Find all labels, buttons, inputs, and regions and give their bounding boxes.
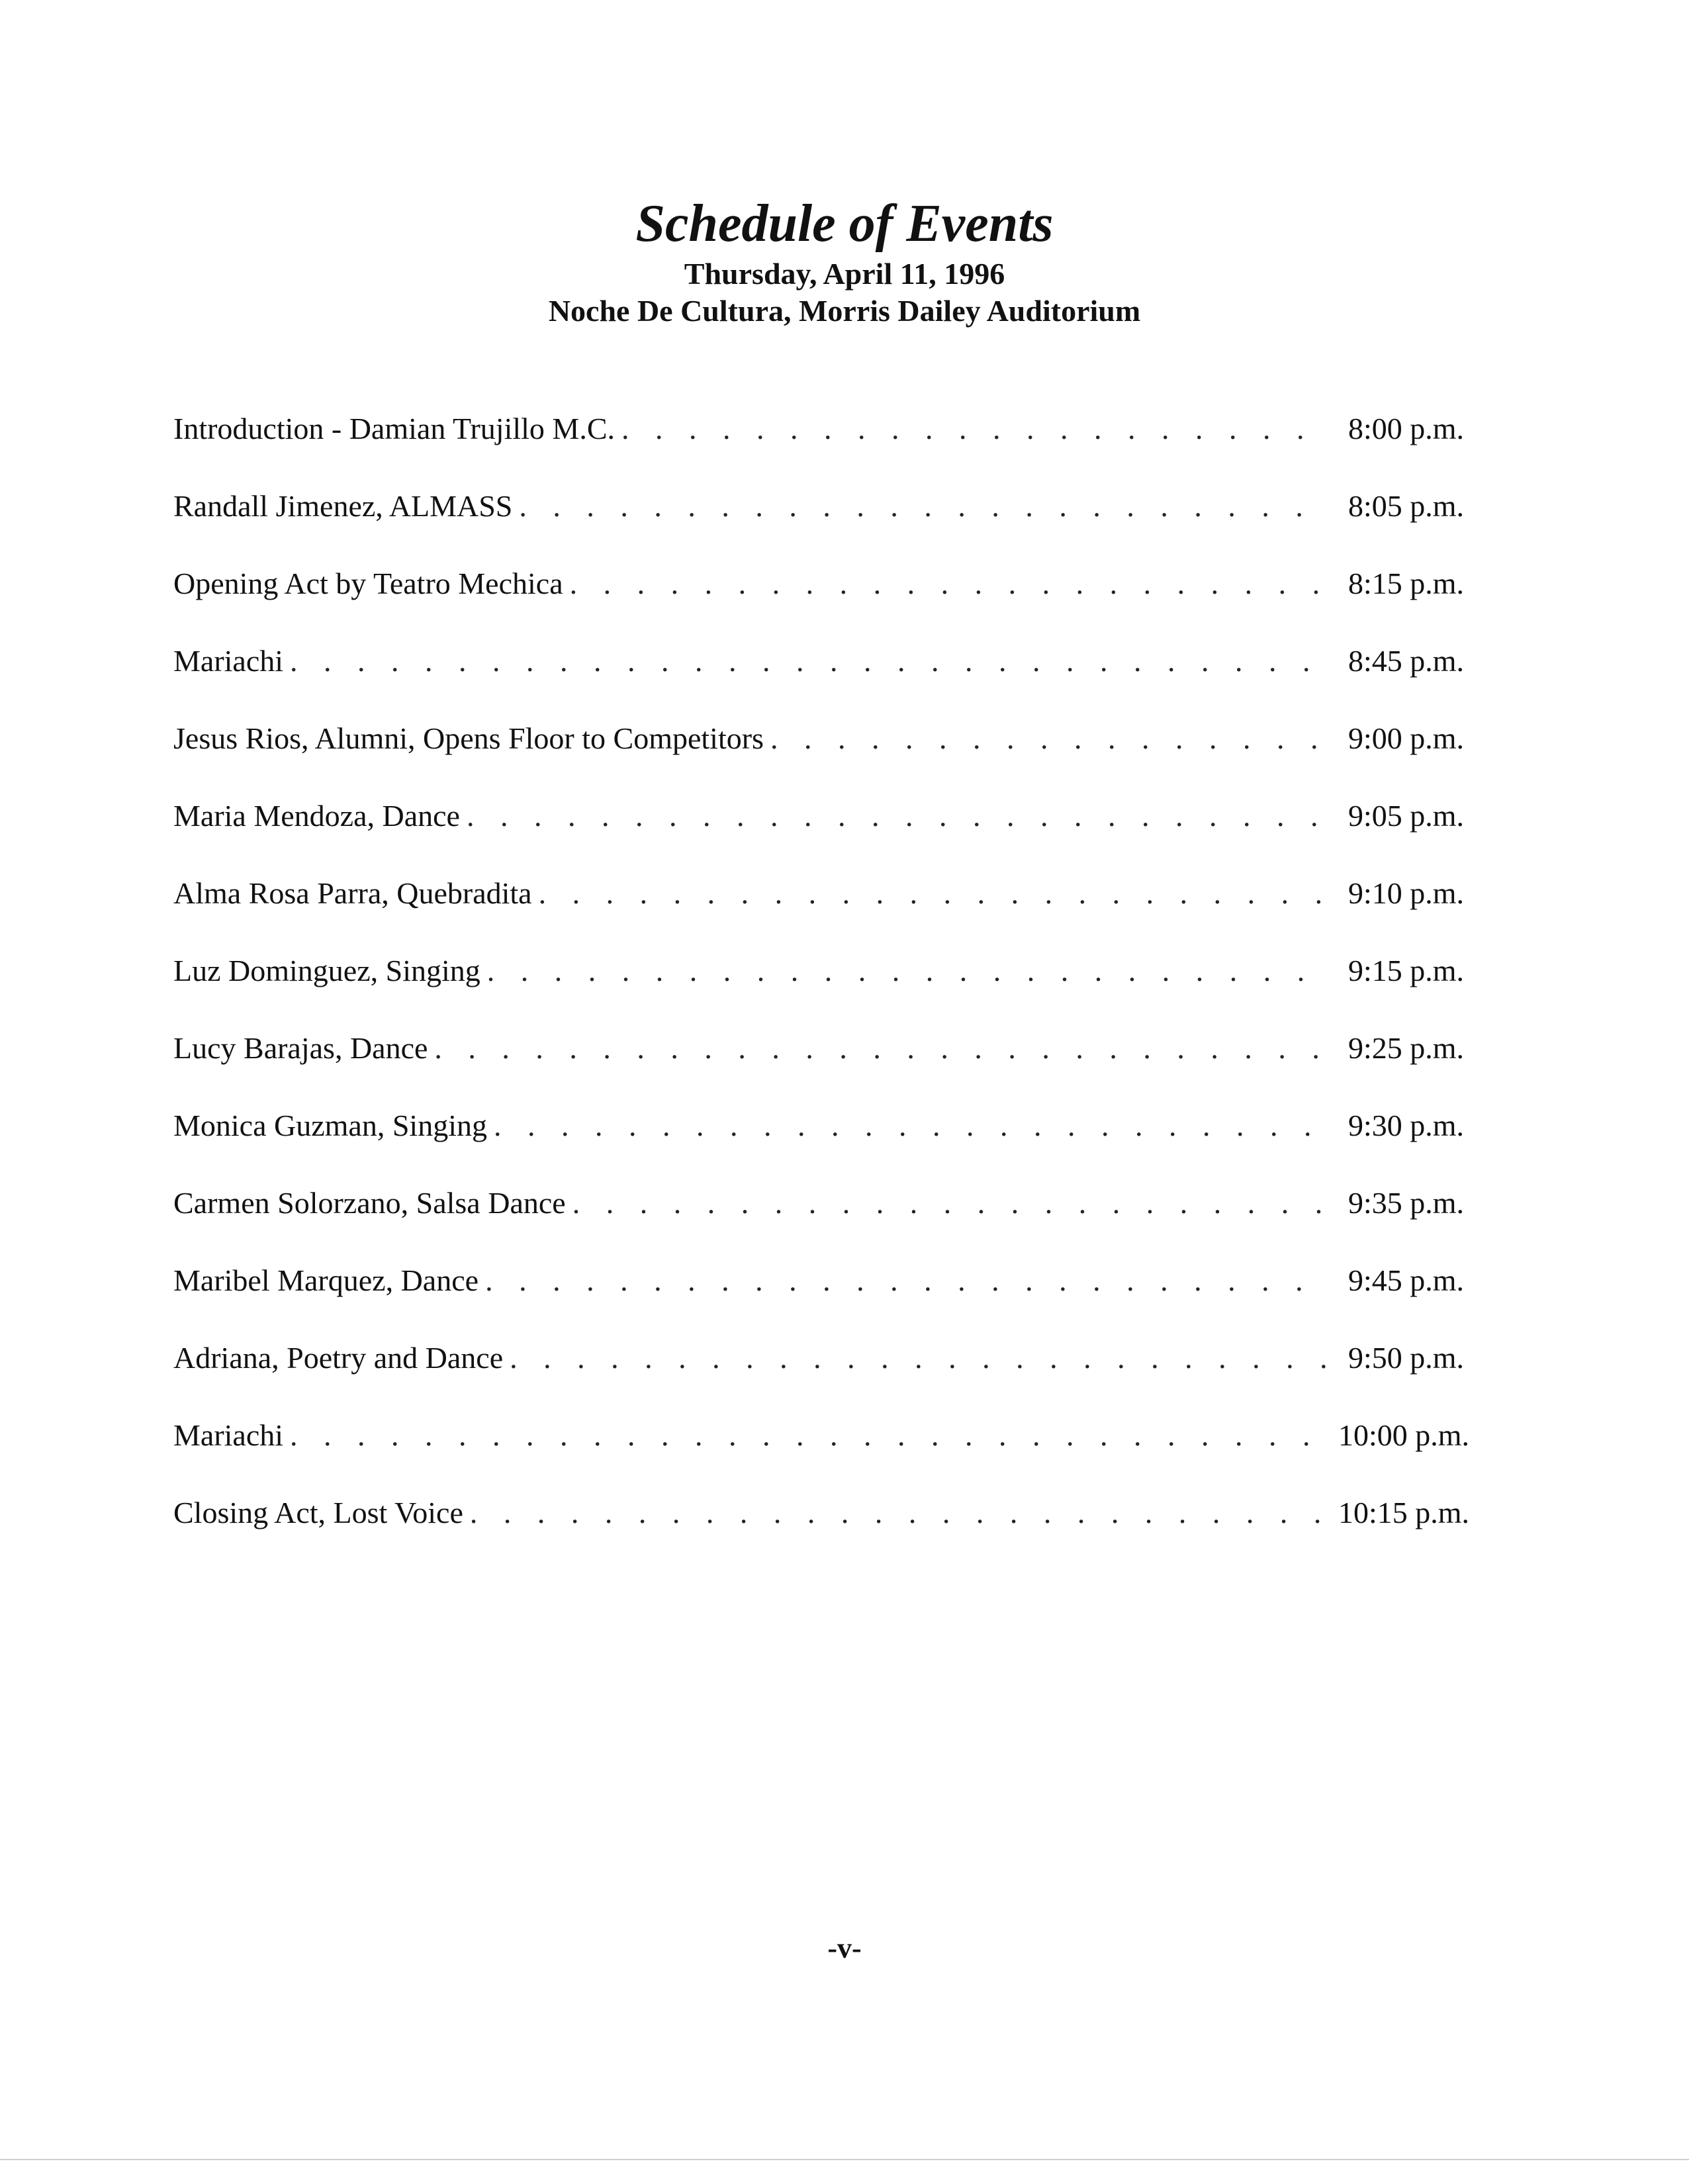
schedule-list (173, 410, 1470, 1572)
event-time: 10:00 p.m. (1338, 1418, 1470, 1452)
schedule-row (173, 643, 1464, 720)
event-venue: Noche De Cultura, Morris Dailey Auditorium (548, 294, 1141, 328)
page-header (0, 192, 1689, 330)
schedule-row (173, 875, 1464, 952)
event-name: Alma Rosa Parra, Quebradita (173, 876, 532, 910)
event-time: 8:05 p.m. (1347, 489, 1464, 523)
event-name: Introduction - Damian Trujillo M.C. (173, 412, 615, 445)
event-name: Maria Mendoza, Dance (173, 799, 460, 833)
event-time: 9:00 p.m. (1347, 721, 1464, 755)
schedule-row (173, 797, 1464, 875)
schedule-row (173, 720, 1464, 797)
dot-leader (290, 1417, 1329, 1454)
schedule-row (173, 1494, 1470, 1572)
schedule-row (173, 410, 1464, 488)
event-time: 9:50 p.m. (1347, 1341, 1464, 1375)
event-time: 9:30 p.m. (1347, 1109, 1464, 1142)
event-name: Carmen Solorzano, Salsa Dance (173, 1186, 566, 1220)
dot-leader (519, 488, 1329, 525)
event-time: 9:15 p.m. (1347, 954, 1464, 987)
schedule-row (173, 1340, 1464, 1417)
page-number: -v- (827, 1932, 862, 1964)
event-name: Maribel Marquez, Dance (173, 1263, 479, 1297)
schedule-row (173, 1262, 1464, 1340)
schedule-row (173, 1417, 1470, 1494)
event-time: 9:10 p.m. (1347, 876, 1464, 910)
scan-edge-line (0, 2159, 1689, 2160)
dot-leader (572, 1185, 1329, 1222)
dot-leader (770, 720, 1329, 757)
event-name: Mariachi (173, 1418, 284, 1452)
dot-leader (621, 410, 1329, 447)
event-name: Mariachi (173, 644, 284, 678)
event-name: Opening Act by Teatro Mechica (173, 567, 563, 600)
dot-leader (487, 952, 1329, 989)
schedule-row (173, 565, 1464, 643)
page-title: Schedule of Events (635, 195, 1054, 253)
event-time: 8:00 p.m. (1347, 412, 1464, 445)
dot-leader (470, 1494, 1329, 1531)
schedule-row (173, 488, 1464, 565)
event-time: 10:15 p.m. (1338, 1496, 1470, 1529)
schedule-row (173, 1185, 1464, 1262)
event-time: 9:45 p.m. (1347, 1263, 1464, 1297)
schedule-row (173, 1107, 1464, 1185)
event-name: Luz Dominguez, Singing (173, 954, 480, 987)
event-name: Monica Guzman, Singing (173, 1109, 487, 1142)
dot-leader (467, 797, 1329, 835)
event-time: 9:25 p.m. (1347, 1031, 1464, 1065)
event-time: 9:35 p.m. (1347, 1186, 1464, 1220)
schedule-row (173, 952, 1464, 1030)
event-name: Jesus Rios, Alumni, Opens Floor to Competitors (173, 721, 764, 755)
event-name: Closing Act, Lost Voice (173, 1496, 463, 1529)
schedule-row (173, 1030, 1464, 1107)
event-date: Thursday, April 11, 1996 (684, 257, 1005, 291)
event-time: 9:05 p.m. (1347, 799, 1464, 833)
dot-leader (494, 1107, 1329, 1144)
event-time: 8:45 p.m. (1347, 644, 1464, 678)
event-time: 8:15 p.m. (1347, 567, 1464, 600)
dot-leader (510, 1340, 1329, 1377)
event-name: Adriana, Poetry and Dance (173, 1341, 504, 1375)
dot-leader (434, 1030, 1329, 1067)
event-name: Lucy Barajas, Dance (173, 1031, 428, 1065)
event-name: Randall Jimenez, ALMASS (173, 489, 513, 523)
dot-leader (539, 875, 1329, 912)
dot-leader (290, 643, 1329, 680)
dot-leader (485, 1262, 1329, 1299)
dot-leader (570, 565, 1329, 602)
